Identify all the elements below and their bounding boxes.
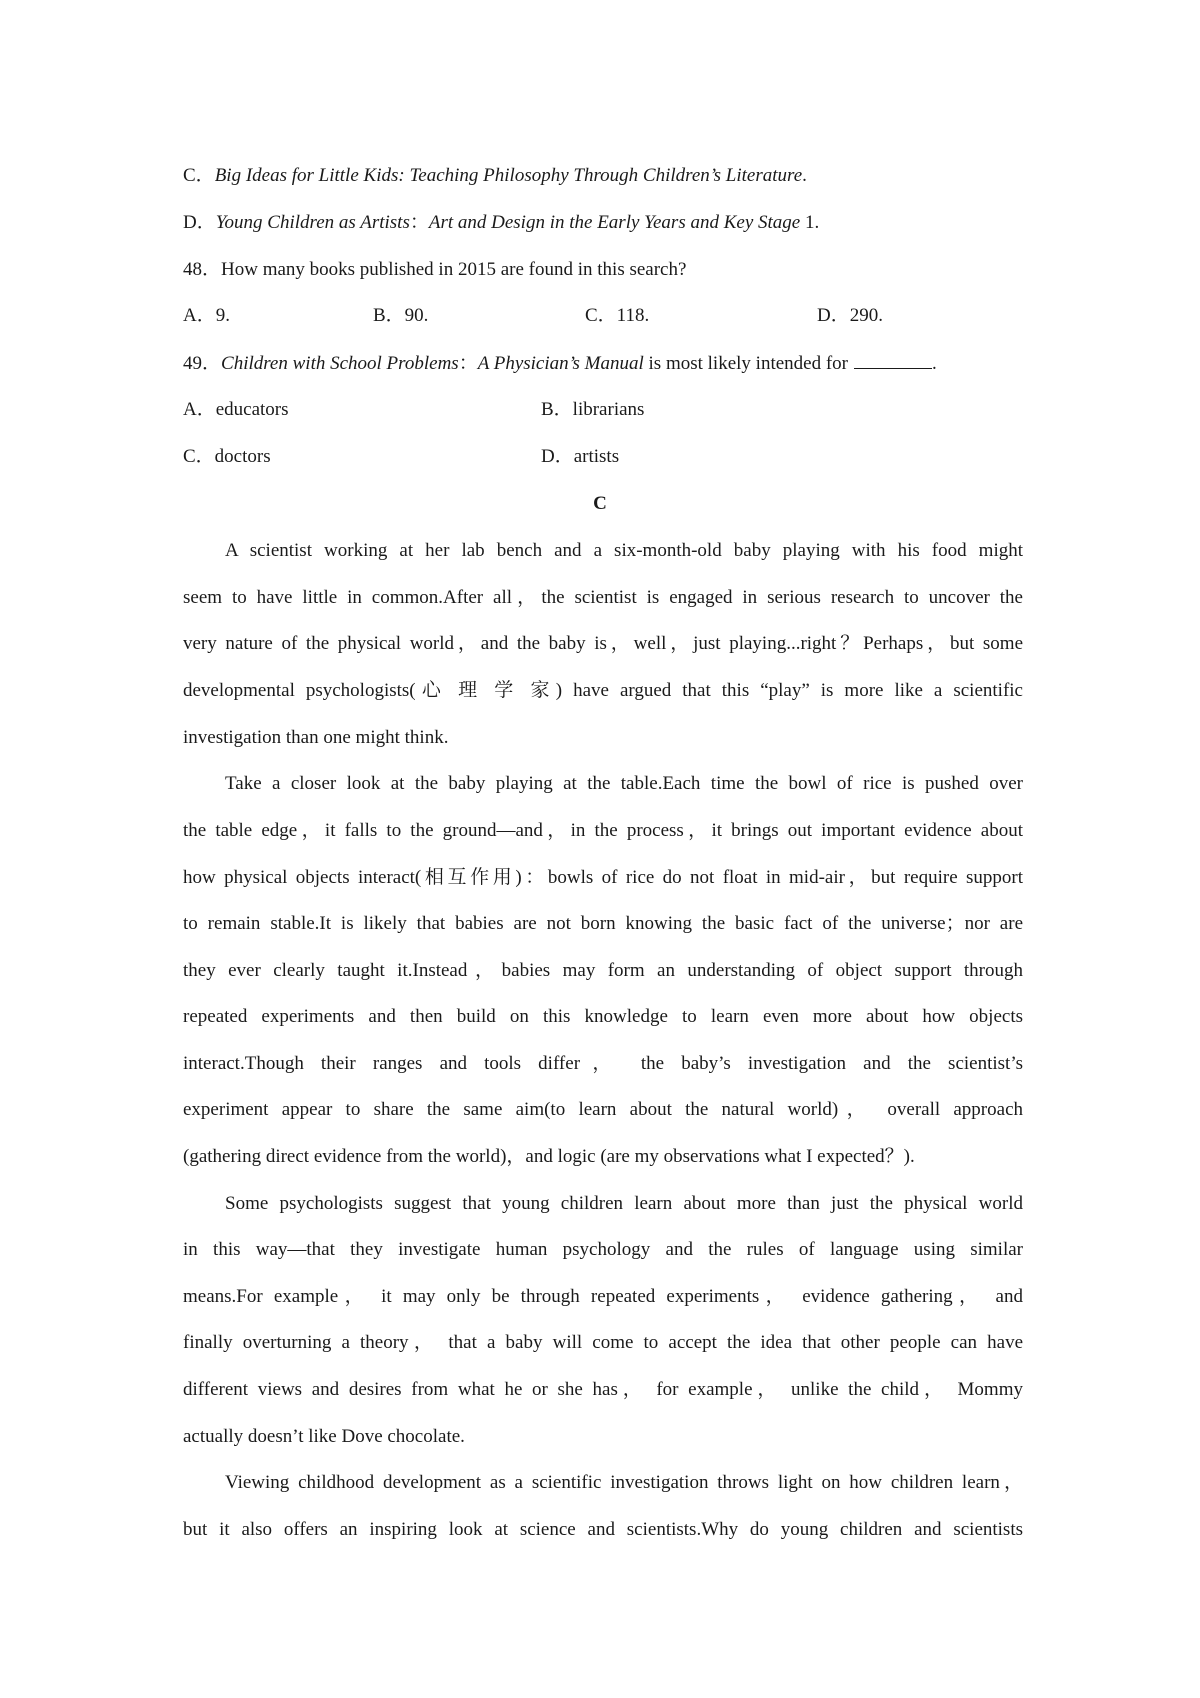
book-title: Big Ideas for Little Kids: Teaching Philosophy Through Children’s Literature bbox=[214, 165, 803, 186]
book-title-part-a: Children with School Problems bbox=[221, 353, 459, 374]
q49-option-b: B．librarians bbox=[541, 399, 645, 420]
passage-line: they ever clearly taught it.Instead，babies may form an understanding of object support through bbox=[183, 960, 1023, 981]
passage-line: the table edge，it falls to the ground—and，in the process，it brings out important evidence about bbox=[183, 820, 1023, 841]
book-title-part-a: Young Children as Artists bbox=[215, 212, 410, 233]
passage-line: very nature of the physical world，and the baby is，well，just playing...right？Perhaps，but some bbox=[183, 633, 1023, 654]
passage-line: developmental psychologists(心 理 学 家) have argued that this “play” is more like a scientific bbox=[183, 680, 1023, 701]
passage-line: Some psychologists suggest that young children learn about more than just the physical world bbox=[225, 1193, 1023, 1214]
book-title-part-b: Art and Design in the Early Years and Key Stage bbox=[428, 212, 801, 233]
option-letter: D． bbox=[183, 212, 216, 233]
answer-blank bbox=[854, 350, 932, 369]
q48-option-b: B．90. bbox=[373, 305, 429, 326]
q49-option-a: A．educators bbox=[183, 399, 289, 420]
passage-line: but it also offers an inspiring look at science and scientists.Why do young children and scientists bbox=[183, 1519, 1023, 1540]
passage-line: repeated experiments and then build on this knowledge to learn even more about how objects bbox=[183, 1006, 1023, 1027]
passage-line: seem to have little in common.After all，the scientist is engaged in serious research to uncover the bbox=[183, 587, 1023, 608]
passage-line: in this way—that they investigate human psychology and the rules of language using similar bbox=[183, 1239, 1023, 1260]
book-title-part-b: A Physician’s Manual bbox=[477, 353, 644, 374]
q48-option-a: A．9. bbox=[183, 305, 230, 326]
passage-line: how physical objects interact(相互作用)：bowls of rice do not float in mid-air，but require support bbox=[183, 867, 1023, 888]
passage-line: means.For example， it may only be through repeated experiments， evidence gathering， and bbox=[183, 1286, 1023, 1307]
passage-line: A scientist working at her lab bench and a six-month-old baby playing with his food might bbox=[225, 540, 1023, 561]
section-heading: C bbox=[593, 493, 607, 514]
passage-line: (gathering direct evidence from the world)，and logic (are my observations what I expected？). bbox=[183, 1146, 915, 1167]
question-49-stem: 49．Children with School Problems：A Physician’s Manual is most likely intended for . bbox=[183, 350, 1023, 377]
q49-option-d: D．artists bbox=[541, 446, 620, 467]
passage-line: actually doesn’t like Dove chocolate. bbox=[183, 1426, 465, 1447]
passage-line: Viewing childhood development as a scientific investigation throws light on how children learn， bbox=[225, 1472, 1023, 1493]
option-d-previous: D．Young Children as Artists：Art and Design in the Early Years and Key Stage 1. bbox=[183, 212, 820, 233]
q48-option-c: C．118. bbox=[585, 305, 650, 326]
passage-line: interact.Though their ranges and tools differ， the baby’s investigation and the scientist’s bbox=[183, 1053, 1023, 1074]
option-letter: C． bbox=[183, 165, 215, 186]
q48-option-d: D．290. bbox=[817, 305, 883, 326]
passage-line: experiment appear to share the same aim(to learn about the natural world)， overall approach bbox=[183, 1099, 1023, 1120]
option-c-previous: C．Big Ideas for Little Kids: Teaching Philosophy Through Children’s Literature. bbox=[183, 165, 807, 186]
q49-option-c: C．doctors bbox=[183, 446, 271, 467]
passage-line: investigation than one might think. bbox=[183, 727, 449, 748]
question-48-stem: 48．How many books published in 2015 are found in this search? bbox=[183, 259, 687, 280]
passage-line: finally overturning a theory， that a baby will come to accept the idea that other people can have bbox=[183, 1332, 1023, 1353]
passage-line: to remain stable.It is likely that babies are not born knowing the basic fact of the universe；nor are bbox=[183, 913, 1023, 934]
passage-line: Take a closer look at the baby playing at the table.Each time the bowl of rice is pushed over bbox=[225, 773, 1023, 794]
passage-line: different views and desires from what he or she has， for example， unlike the child， Mommy bbox=[183, 1379, 1023, 1400]
